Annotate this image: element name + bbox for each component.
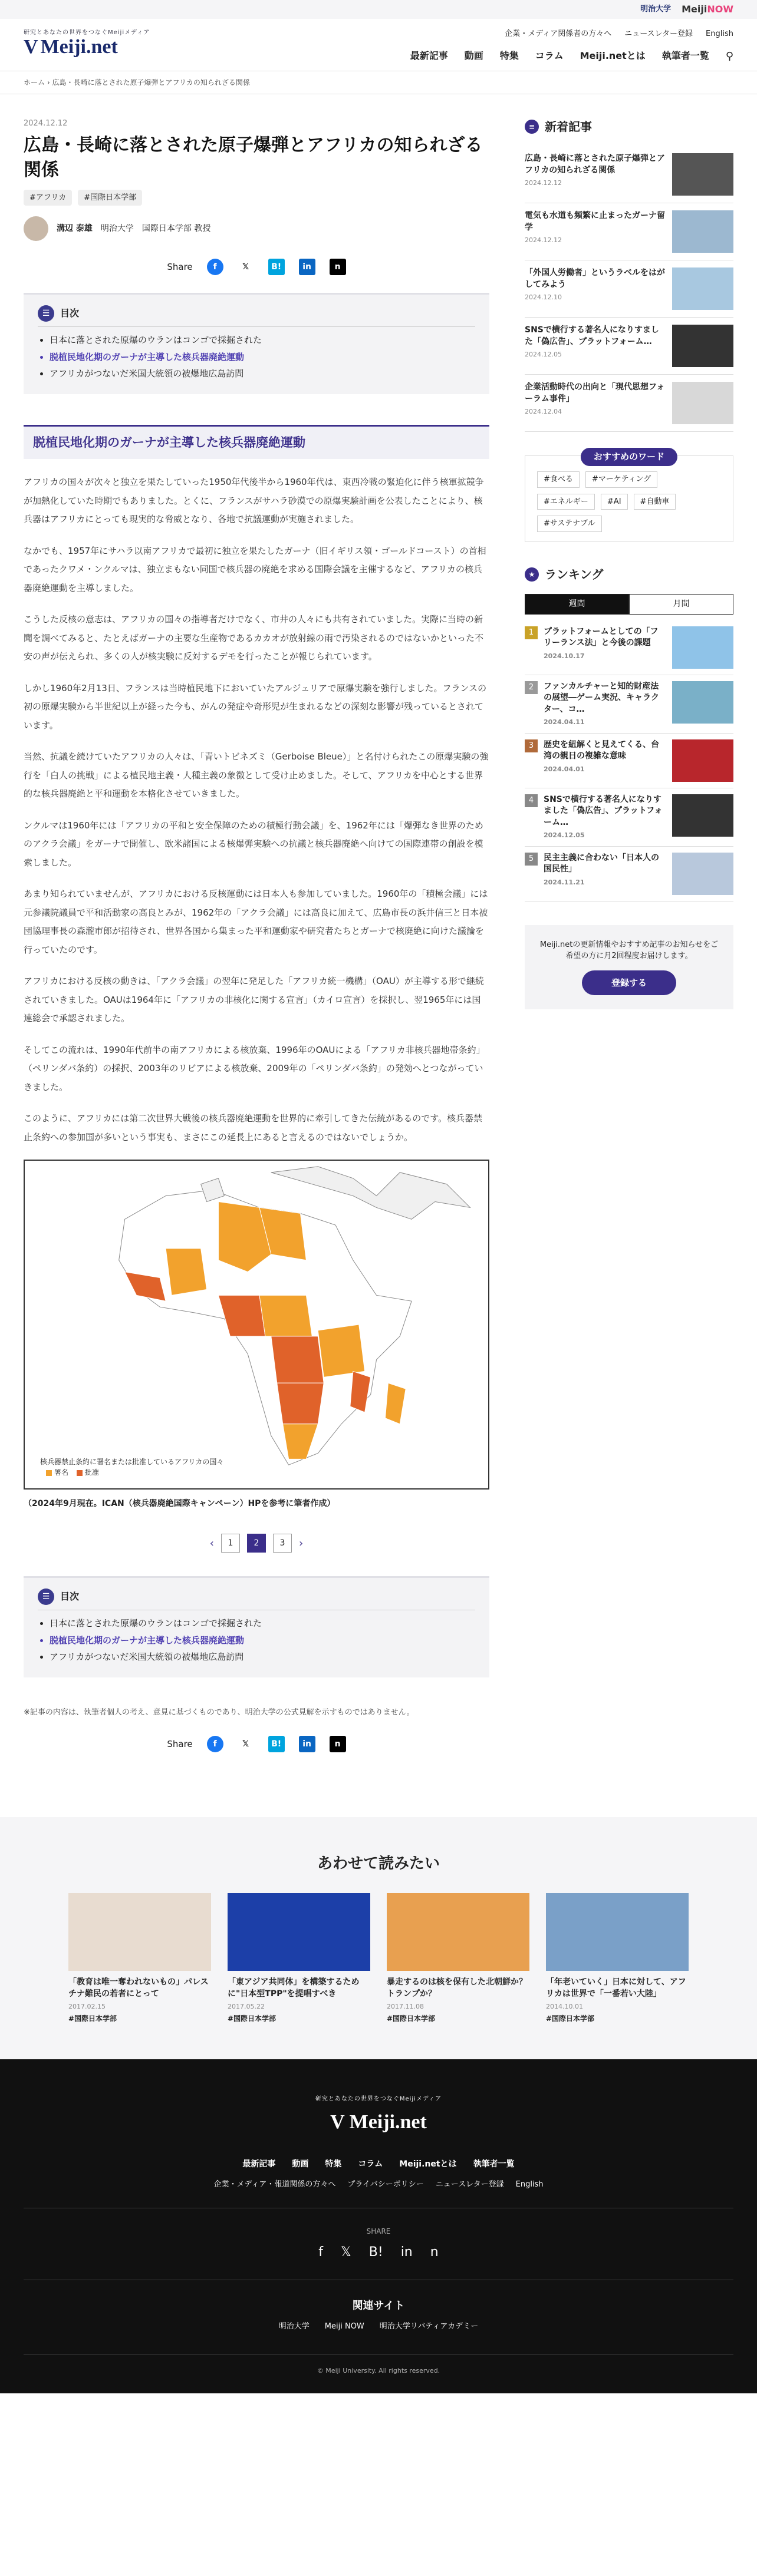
toc-item[interactable]: • アフリカがつないだ米国大統領の被爆地広島訪問: [50, 365, 475, 382]
news-item-title: 広島・長崎に落とされた原子爆弾とアフリカの知られざる関係: [525, 154, 665, 175]
news-thumb: [672, 153, 733, 196]
rank-number: 4: [525, 794, 538, 807]
main-nav: [410, 48, 733, 64]
toc-item[interactable]: • アフリカがつないだ米国大統領の被爆地広島訪問: [50, 1649, 475, 1666]
page-1[interactable]: 1: [221, 1534, 240, 1553]
ranking-list: [525, 620, 733, 901]
hatena-icon[interactable]: B!: [368, 2245, 383, 2260]
facebook-icon[interactable]: f: [207, 259, 223, 275]
nav-about[interactable]: Meiji.netとは: [580, 50, 646, 61]
rank-title: 民主主義に合わない「日本人の国民性」: [544, 853, 659, 874]
related-card[interactable]: [228, 1893, 370, 2024]
footer-related-link[interactable]: 明治大学: [278, 2322, 310, 2331]
africa-map: [25, 1161, 488, 1488]
news-item[interactable]: [525, 375, 733, 432]
author[interactable]: [24, 216, 489, 241]
rank-number: 5: [525, 853, 538, 866]
list-icon: ☰: [38, 305, 54, 322]
related-card-title: 「年老いていく」日本に対して、アフリカは世界で「一番若い大陸」: [546, 1977, 686, 1999]
rank-title: SNSで横行する著名人になりすました「偽広告」、プラットフォーム…: [544, 794, 663, 827]
rank-number: 2: [525, 681, 538, 694]
footer-logo-v-icon: V: [330, 2111, 350, 2133]
footer-tagline: 研究とあなたの世界をつなぐMeijiメディア: [315, 2095, 442, 2102]
related-card-date: 2014.10.01: [546, 2003, 583, 2011]
hatena-icon[interactable]: B!: [268, 1736, 285, 1752]
footer-sub-link[interactable]: 企業・メディア・報道関係の方々へ: [213, 2179, 336, 2189]
footer-nav-item[interactable]: 動画: [292, 2159, 309, 2169]
related-card[interactable]: [387, 1893, 529, 2024]
avatar: [24, 216, 48, 241]
related-card[interactable]: [546, 1893, 689, 2024]
rank-date: 2024.11.21: [544, 879, 585, 887]
word-tag[interactable]: #食べる: [537, 471, 580, 488]
article-tags: [24, 190, 489, 206]
legend-ratified: 批准: [84, 1468, 99, 1477]
paragraph: 当然、抗議を続けていたアフリカの人々は、「青いトビネズミ（Gerboise Bleue）」と名付けられたこの原爆実験の強行を「白人の挑戦」による植民地主義・人種主義の象徴として受け止めました。そして、アフリカを中心とする世界的な核兵器廃絶と平和運動を本格化させていきました。: [24, 751, 489, 799]
footer-share-icons: [24, 2243, 733, 2280]
word-tag[interactable]: #マーケティング: [585, 471, 657, 488]
section-heading: 脱植民地化期のガーナが主導した核兵器廃絶運動: [24, 425, 489, 460]
rank-thumb: [672, 794, 733, 837]
meiji-now-a: Meiji: [682, 4, 707, 15]
toc-title: 目次: [60, 1591, 80, 1602]
hatena-icon[interactable]: B!: [268, 259, 285, 275]
rank-thumb: [672, 853, 733, 895]
footer-nav-item[interactable]: コラム: [358, 2159, 383, 2169]
legend-signed: 署名: [54, 1468, 69, 1477]
site-footer: [0, 2059, 757, 2394]
news-item-date: 2024.12.12: [525, 179, 562, 187]
footer-sub-link[interactable]: ニュースレター登録: [435, 2179, 504, 2189]
logo-text: Meiji.net: [40, 36, 118, 58]
x-icon[interactable]: 𝕏: [242, 262, 249, 272]
article-body: [24, 473, 489, 1147]
news-item-title: 「外国人労働者」というラベルをはがしてみよう: [525, 268, 665, 289]
footer-related-link[interactable]: 明治大学リバティアカデミー: [379, 2322, 479, 2331]
facebook-icon[interactable]: f: [207, 1736, 223, 1752]
site-header: [0, 19, 757, 71]
tag-intl-japan[interactable]: #国際日本学部: [78, 190, 142, 206]
map-legend: [37, 1454, 227, 1480]
table-of-contents-bottom: [24, 1576, 489, 1677]
africa-map-figure: [24, 1160, 489, 1490]
author-affiliation: 明治大学 国際日本学部 教授: [100, 223, 211, 233]
x-icon[interactable]: 𝕏: [242, 1739, 249, 1749]
linkedin-icon[interactable]: in: [299, 259, 315, 275]
sidebar: [525, 118, 733, 1770]
rank-date: 2024.10.17: [544, 652, 585, 660]
news-item[interactable]: [525, 203, 733, 260]
word-tag[interactable]: #AI: [601, 494, 628, 510]
newsletter-register-button[interactable]: 登録する: [582, 970, 676, 996]
rank-date: 2024.04.01: [544, 765, 585, 773]
footer-logo-text: Meiji.net: [349, 2111, 427, 2133]
footer-related-link[interactable]: Meiji NOW: [324, 2322, 364, 2331]
paragraph: そしてこの流れは、1990年代前半の南アフリカによる核放棄、1996年のOAUによる「アフリカ非核兵器地帯条約」（ペリンダバ条約）の採択、2003年のリビアによる核放棄、2009年の「ペリンダバ条約」の発効へとつながっていきました。: [24, 1044, 485, 1092]
newsletter-box: [525, 925, 733, 1010]
news-item[interactable]: [525, 260, 733, 318]
news-item-title: 企業活動時代の出向と「現代思想フォーラム事件」: [525, 382, 665, 404]
related-image: [546, 1893, 689, 1971]
copyright: © Meiji University. All rights reserved.: [317, 2366, 440, 2374]
rank-title: プラットフォームとしての「フリーランス法」と今後の課題: [544, 626, 659, 648]
breadcrumb-current: 広島・長崎に落とされた原子爆弾とアフリカの知られざる関係: [52, 78, 250, 87]
header-link-newsletter[interactable]: ニュースレター登録: [624, 29, 693, 38]
figure-caption: （2024年9月現在。ICAN（核兵器廃絶国際キャンペーン）HPを参考に筆者作成）: [24, 1499, 335, 1508]
x-icon[interactable]: 𝕏: [341, 2245, 351, 2260]
paragraph: こうした反核の意志は、アフリカの国々の指導者だけでなく、市井の人々にも共有されていました。実際に当時の新聞を調べてみると、たとえばガーナの主要な生産物であるカカオが放射線の雨で汚染されるのではないかといった不安の声が伝えられ、多くの人が核実験に反対するデモを行ったことが報じられています。: [24, 614, 484, 662]
page-2-current[interactable]: 2: [247, 1534, 266, 1553]
related-card-tag[interactable]: #国際日本学部: [228, 2014, 277, 2023]
rank-number: 3: [525, 739, 538, 752]
toc-item-active[interactable]: • 脱植民地化期のガーナが主導した核兵器廃絶運動: [50, 349, 475, 366]
nav-latest[interactable]: 最新記事: [410, 50, 448, 61]
news-icon: ≡: [525, 120, 539, 134]
news-thumb: [672, 325, 733, 367]
rank-date: 2024.12.05: [544, 831, 585, 840]
linkedin-icon[interactable]: in: [400, 2245, 413, 2260]
footer-nav-item[interactable]: 執筆者一覧: [473, 2159, 515, 2169]
rank-thumb: [672, 681, 733, 724]
paragraph: なかでも、1957年にサハラ以南アフリカで最初に独立を果たしたガーナ（旧イギリス領・ゴールドコースト）の首相であったクワメ・ンクルマは、独立まもない同国で核兵器の廃絶を求める国際会議を主催するなど、アフリカの核兵器廃絶運動を主導しました。: [24, 545, 486, 593]
footer-share-label: SHARE: [366, 2227, 391, 2236]
header-links: [505, 28, 733, 40]
rank-number: 1: [525, 626, 538, 639]
disclaimer: ※記事の内容は、執筆者個人の考え、意見に基づくものであり、明治大学の公式見解を示すものではありません。: [24, 1708, 414, 1717]
nav-feature[interactable]: 特集: [499, 50, 519, 61]
medal-icon: ★: [525, 567, 539, 582]
share-label: Share: [167, 1738, 193, 1749]
related-image: [68, 1893, 211, 1971]
tab-monthly[interactable]: 月間: [629, 594, 733, 615]
article-title: 広島・長崎に落とされた原子爆弾とアフリカの知られざる関係: [24, 134, 483, 180]
paragraph: ンクルマは1960年には「アフリカの平和と安全保障のための積極行動会議」を、1962年には「爆弾なき世界のためのアクラ会議」をガーナで開催し、欧米諸国による核爆弾実験への抗議と核兵器廃絶へ向けての国際連帯の創設を模索しました。: [24, 820, 483, 868]
news-item-date: 2024.12.10: [525, 293, 562, 302]
toc-item[interactable]: • 日本に落とされた原爆のウランはコンゴで採掘された: [50, 1615, 475, 1632]
table-of-contents: [24, 293, 489, 394]
note-icon[interactable]: n: [330, 1736, 346, 1752]
list-icon: ☰: [38, 1588, 54, 1605]
news-thumb: [672, 382, 733, 424]
footer-related-title: 関連サイト: [352, 2300, 405, 2313]
toc-title: 目次: [60, 308, 80, 319]
next-page-icon[interactable]: ›: [299, 1537, 304, 1550]
breadcrumb-sep: ›: [47, 78, 52, 87]
footer-related-links: [24, 2321, 733, 2354]
rank-title: 歴史を紐解くと見えてくる、台湾の親日の複雑な意味: [544, 739, 659, 761]
word-tag[interactable]: #自動車: [634, 494, 676, 510]
header-link-english[interactable]: English: [706, 29, 733, 38]
share-bar-bottom: [24, 1736, 489, 1752]
paragraph: あまり知られていませんが、アフリカにおける反核運動には日本人も参加していました。1960年の「積極会議」には元参議院議員で平和活動家の高良とみが、1962年の「アクラ会議」には高良に加えて、広島市長の浜井信三と日本被団協理事長の森瀧市郎が招待され、世界各国から集まった平和運動家や研究者たちとガーナで核廃絶に向けた議論を行っていたのです。: [24, 889, 488, 955]
news-item-title: 電気も水道も頻繁に止まったガーナ留学: [525, 211, 665, 232]
news-thumb: [672, 267, 733, 310]
footer-nav: [24, 2158, 733, 2171]
breadcrumb: [0, 71, 757, 94]
rank-thumb: [672, 626, 733, 669]
paragraph: アフリカの国々が次々と独立を果たしていった1950年代後半から1960年代は、東西冷戦の緊迫化に伴う核軍拡競争が加熱化していた時期でもありました。とくに、フランスがサハラ砂漠での原爆実験計画を公表したことにより、核兵器はアフリカにとっても現実的な脅威となり、各地で抗議運動が実施されました。: [24, 477, 484, 524]
word-tag[interactable]: #サステナブル: [537, 516, 602, 532]
meiji-now-b: NOW: [707, 4, 733, 15]
logo[interactable]: [24, 37, 150, 57]
meiji-now-link[interactable]: [682, 2, 733, 16]
ranking-item[interactable]: [525, 675, 733, 734]
legend-swatch-signed: [46, 1470, 52, 1476]
rank-date: 2024.04.11: [544, 718, 585, 726]
related-card-tag[interactable]: #国際日本学部: [546, 2014, 595, 2023]
recommended-words: [525, 451, 733, 542]
page-3[interactable]: 3: [273, 1534, 292, 1553]
newsletter-text: Meiji.netの更新情報やおすすめ記事のお知らせをご希望の方に月2回程度お届けします。: [539, 940, 719, 961]
breadcrumb-home[interactable]: ホーム: [24, 78, 45, 87]
share-label: Share: [167, 261, 193, 272]
words-label: おすすめのワード: [581, 448, 677, 466]
related-card-title: 「教育は唯一奪われないもの」パレスチナ難民の若者にとって: [68, 1977, 209, 1999]
news-item[interactable]: [525, 146, 733, 203]
nav-authors[interactable]: 執筆者一覧: [661, 50, 709, 61]
news-title: 新着記事: [545, 120, 592, 134]
ranking-item[interactable]: [525, 847, 733, 901]
related-card-date: 2017.11.08: [387, 2003, 424, 2011]
footer-nav-item[interactable]: 最新記事: [242, 2159, 276, 2169]
related-articles: [0, 1817, 757, 2059]
ranking-title: ランキング: [545, 567, 604, 582]
footer-nav-item[interactable]: Meiji.netとは: [399, 2159, 457, 2169]
nav-column[interactable]: コラム: [535, 50, 564, 61]
pagination: [24, 1534, 489, 1553]
related-card-title: 「東アジア共同体」を構築するために"日本型TPP"を提唱すべき: [228, 1977, 360, 1999]
note-icon[interactable]: n: [330, 259, 346, 275]
word-tag[interactable]: #エネルギー: [537, 494, 595, 510]
news-thumb: [672, 210, 733, 253]
legend-swatch-ratified: [77, 1470, 83, 1476]
news-item-date: 2024.12.12: [525, 236, 562, 245]
author-name: 溝辺 泰雄: [57, 223, 93, 233]
related-card-tag[interactable]: #国際日本学部: [387, 2014, 436, 2023]
ranking-tabs: [525, 594, 733, 615]
footer-sub-link[interactable]: プライバシーポリシー: [347, 2179, 424, 2189]
toc-item-active[interactable]: • 脱植民地化期のガーナが主導した核兵器廃絶運動: [50, 1632, 475, 1649]
article: [24, 118, 489, 1770]
news-item[interactable]: [525, 318, 733, 375]
brand[interactable]: [24, 28, 150, 57]
logo-tagline: 研究とあなたの世界をつなぐMeijiメディア: [24, 29, 150, 36]
related-card-tag[interactable]: #国際日本学部: [68, 2014, 117, 2023]
news-item-title: SNSで横行する著名人になりすました「偽広告」、プラットフォーム…: [525, 325, 659, 346]
ranking-item[interactable]: [525, 788, 733, 847]
related-title: あわせて読みたい: [317, 1855, 440, 1872]
related-card-date: 2017.02.15: [68, 2003, 106, 2011]
prev-page-icon[interactable]: ‹: [209, 1537, 214, 1550]
toc-item[interactable]: • 日本に落とされた原爆のウランはコンゴで採掘された: [50, 332, 475, 349]
search-icon[interactable]: ⚲: [725, 49, 733, 62]
facebook-icon[interactable]: f: [318, 2245, 324, 2260]
paragraph: このように、アフリカには第二次世界大戦後の核兵器廃絶運動を世界的に牽引してきた伝統があるのです。核兵器禁止条約への参加国が多いという事実も、まさにこの延長上にあると言えるのではないでしょうか。: [24, 1113, 483, 1142]
ranking-item[interactable]: [525, 734, 733, 788]
footer-sub-links: [24, 2179, 733, 2209]
news-list: [525, 146, 733, 432]
logo-v-icon: V: [24, 36, 38, 58]
footer-logo[interactable]: [24, 2107, 733, 2137]
footer-sub-link[interactable]: English: [515, 2179, 544, 2189]
top-utility-bar: [0, 0, 757, 19]
rank-title: ファンカルチャーと知的財産法の展望―ゲーム実況、キャラクター、コ…: [544, 681, 659, 714]
nav-video[interactable]: 動画: [464, 50, 483, 61]
legend-title: 核兵器禁止条約に署名または批准しているアフリカの国々: [40, 1458, 224, 1466]
related-card-title: 暴走するのは核を保有した北朝鮮か？トランプか？: [387, 1977, 527, 1999]
related-image: [387, 1893, 529, 1971]
tag-africa[interactable]: #アフリカ: [24, 190, 72, 206]
rank-thumb: [672, 739, 733, 782]
tab-weekly[interactable]: 週間: [525, 594, 629, 615]
ranking-item[interactable]: [525, 620, 733, 675]
related-image: [228, 1893, 370, 1971]
news-item-date: 2024.12.05: [525, 351, 562, 359]
paragraph: アフリカにおける反核の動きは、「アクラ会議」の翌年に発足した「アフリカ統一機構」（OAU）が主導する形で継続されていきました。OAUは1964年に「アフリカの非核化に関する宣言」（カイロ宣言）を採択し、翌1965年には国連総会で承認されました。: [24, 976, 484, 1023]
meiji-univ-link[interactable]: 明治大学: [640, 5, 672, 14]
linkedin-icon[interactable]: in: [299, 1736, 315, 1752]
article-date: 2024.12.12: [24, 119, 68, 128]
header-link-media[interactable]: 企業・メディア関係者の方々へ: [505, 29, 612, 38]
related-card[interactable]: [68, 1893, 211, 2024]
footer-nav-item[interactable]: 特集: [325, 2159, 342, 2169]
share-bar: [24, 259, 489, 275]
paragraph: しかし1960年2月13日、フランスは当時植民地下においていたアルジェリアで原爆実験を強行しました。フランスの初の原爆実験から半世紀以上が経った今も、がんの発症や奇形児が生まれるなどの深刻な影響が残っているとされています。: [24, 682, 487, 731]
news-item-date: 2024.12.04: [525, 408, 562, 416]
related-card-date: 2017.05.22: [228, 2003, 265, 2011]
note-icon[interactable]: n: [430, 2245, 439, 2260]
